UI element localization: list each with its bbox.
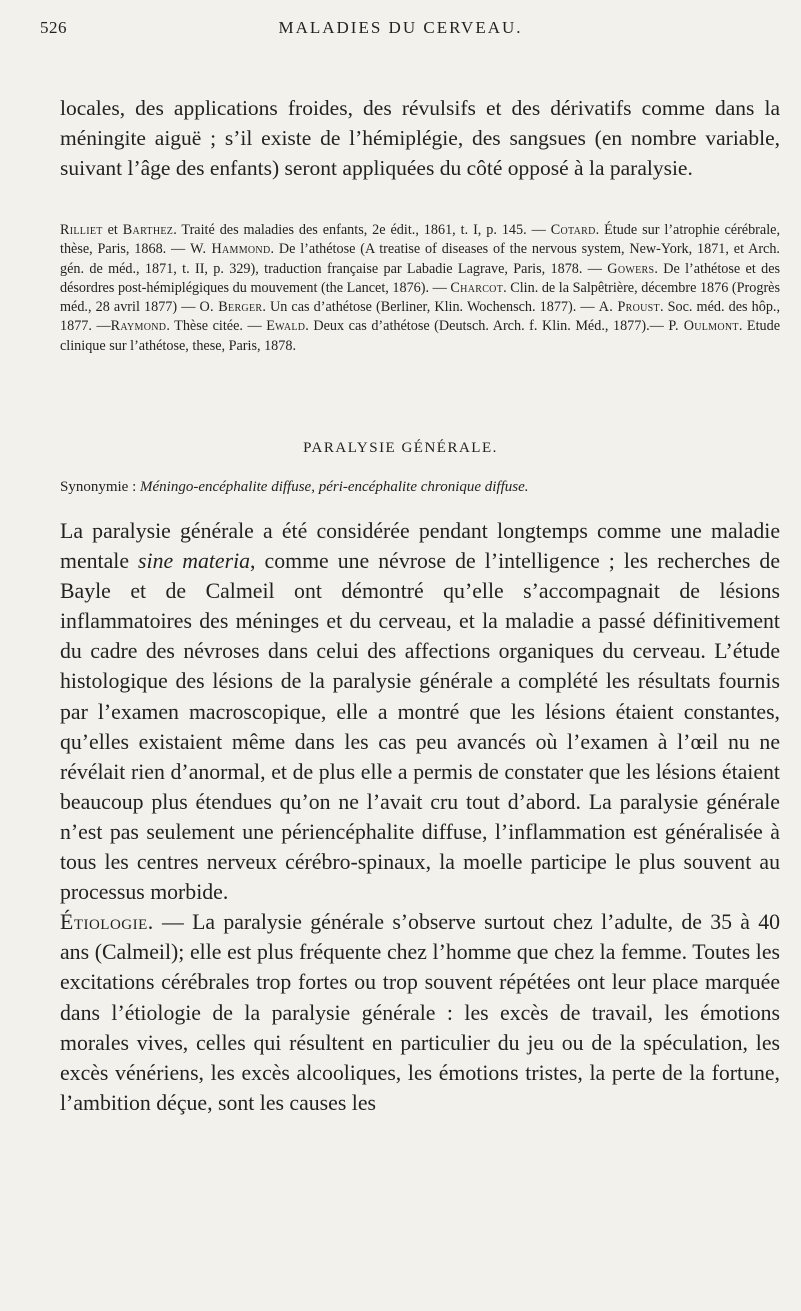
bib-author: P. Oulmont (668, 318, 739, 335)
bib-author: Gowers (607, 260, 655, 277)
bib-text: . Thèse citée. — (166, 318, 267, 335)
bib-text: . Un cas d’athétose (Berliner, Klin. Wochensch. 1877). — (262, 299, 599, 316)
synonym-label: Synonymie : (60, 479, 141, 495)
etiology-heading: Étiologie. (60, 910, 154, 935)
paragraph-etiology (60, 907, 780, 1118)
bib-text: . Etude clinique sur l’athétose, these, Paris, 1878. (60, 318, 781, 354)
bib-text: . De l’athétose (A treatise of diseases of the nervous system, New-York, 1871, et Arch. gén. de méd., 1871, t. II, p. 329), traduction française par Labadie Lagrave, Paris, 1878. — (60, 241, 780, 277)
bib-text: et (102, 222, 123, 238)
bib-author: Charcot (450, 279, 504, 296)
synonym-text: Méningo-encéphalite diffuse, péri-encéphalite chronique diffuse. (140, 479, 529, 495)
paragraph-text: , comme une névrose de l’intelligence ; les recherches de Bayle et de Calmeil ont démontré qu’elle s’accompagnait de lésions inflammatoires des méninges et du cerveau, et la maladie a passé définitivement du cadre des névroses dans celui des affections organiques du cerveau. L’étude histologique des lésions de la paralysie générale a complété les résultats fournis par l’examen macroscopique, elle a montré que les lésions étaient constantes, qu’elles existaient même dans les cas peu avancés où l’examen à l’œil nu ne révélait rien d’anormal, et de plus elle a permis de constater que les lésions étaient beaucoup plus étendues qu’on ne l’avait cru tout d’abord. La paralysie générale n’est pas seulement une périencéphalite diffuse, l’inflammation est généralisée à tous les centres nerveux cérébro-spinaux, la moelle participe le plus souvent au processus morbide. (60, 549, 780, 905)
latin-phrase: sine materia (138, 549, 251, 574)
bib-text: . Soc. méd. des hôp., 1877. — (60, 299, 781, 335)
bib-text: . Traité des maladies des enfants, 2e édit., 1861, t. I, p. 145. — (173, 222, 551, 238)
page-header (0, 18, 801, 48)
page-number: 526 (40, 18, 67, 37)
bib-text: . Clin. de la Salpêtrière, décembre 1876 (Progrès méd., 28 avril 1877) — (60, 279, 780, 316)
paragraph-text: — La paralysie générale s’observe surtout chez l’adulte, de 35 à 40 ans (Calmeil); elle est plus fréquente chez l’homme que chez la femme. Toutes les excitations cérébrales trop fortes ou trop souvent répétées ont leur place marquée dans l’étiologie de la paralysie générale : les excès de travail, les émotions morales vives, celles qui résultent en particulier du jeu ou de la spéculation, les excès vénériens, les excès alcooliques, les émotions tristes, la perte de la fortune, l’ambition déçue, sont les causes les (60, 910, 780, 1115)
bibliography (60, 221, 780, 356)
bib-author: Rilliet (60, 222, 103, 238)
intro-paragraph (60, 93, 780, 183)
bib-text: . De l’athétose et des désordres post-hémiplégiques du mouvement (the Lancet, 1876). — (60, 260, 781, 296)
bib-text: . Deux cas d’athétose (Deutsch. Arch. f. Klin. Méd., 1877).— (305, 318, 669, 335)
body-text (60, 516, 780, 1118)
bib-author: W. Hammond (190, 241, 271, 258)
bib-text: . Étude sur l’atrophie cérébrale, thèse, Paris, 1868. — (60, 222, 780, 258)
running-title: MALADIES DU CERVEAU. (278, 18, 523, 37)
bib-author: Raymond (110, 318, 167, 335)
synonym-line (60, 477, 780, 497)
section-title: PARALYSIE GÉNÉRALE. (303, 440, 498, 456)
paragraph-definition (60, 516, 780, 907)
bib-author: Barthez (122, 222, 174, 238)
bibliography-text (60, 221, 780, 356)
paragraph-text: La paralysie générale a été considérée pendant longtemps comme une maladie mentale (60, 519, 780, 574)
bib-author: Ewald (266, 318, 306, 335)
intro-text: locales, des applications froides, des révulsifs et des dérivatifs comme dans la méningite aiguë ; s’il existe de l’hémiplégie, des sangsues (en nombre variable, suivant l’âge des enfants) seront appliquées du côté opposé à la paralysie. (60, 96, 780, 180)
bib-author: O. Berger (199, 299, 263, 316)
bib-author: Cotard (550, 222, 596, 238)
bib-author: A. Proust (598, 299, 660, 316)
